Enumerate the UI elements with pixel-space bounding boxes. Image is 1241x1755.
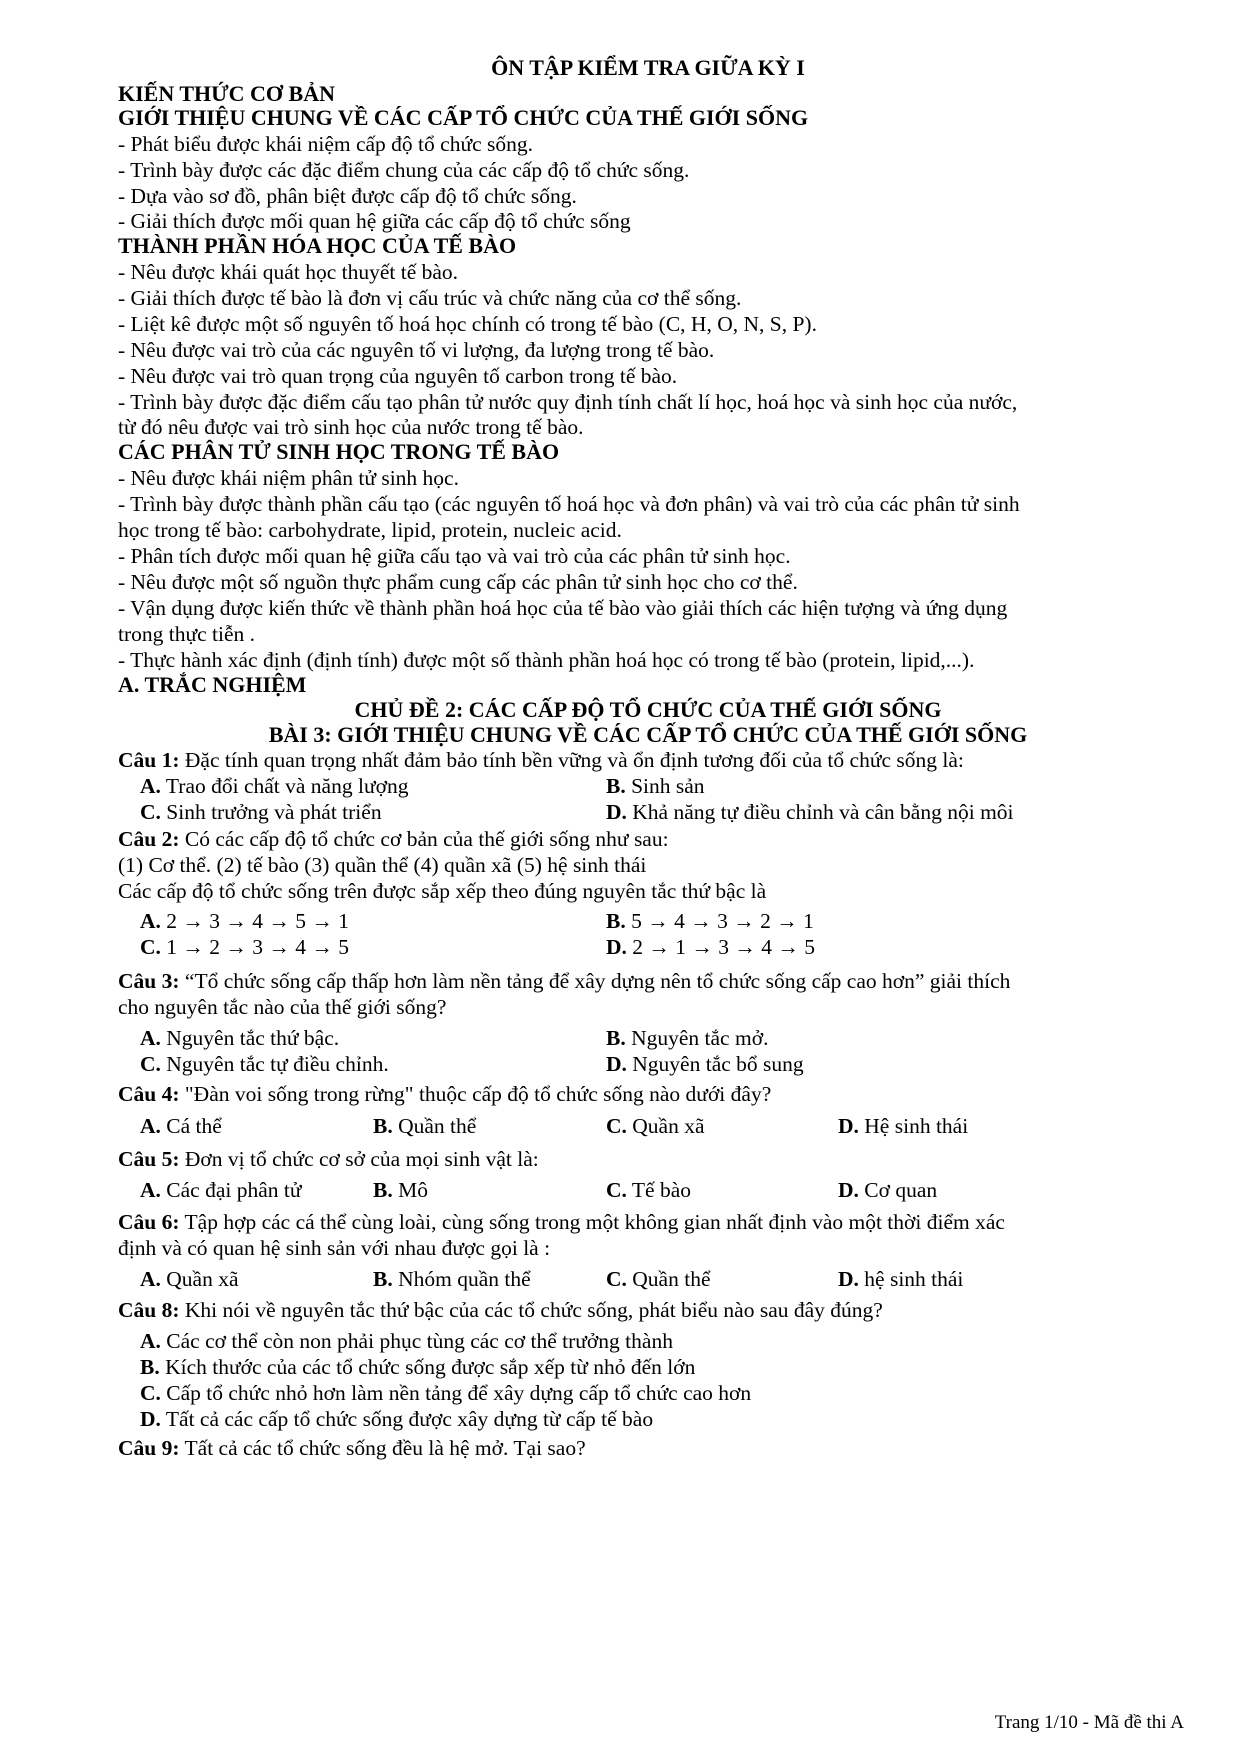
topic-2-item: - Nêu được vai trò của các nguyên tố vi lượng, đa lượng trong tế bào.	[118, 338, 715, 362]
chapter-heading: CHỦ ĐỀ 2: CÁC CẤP ĐỘ TỔ CHỨC CỦA THẾ GIỚI SỐNG	[354, 697, 942, 722]
document-title: ÔN TẬP KIỂM TRA GIỮA KỲ I	[491, 55, 805, 80]
q8-option-c: C. Cấp tổ chức nhỏ hơn làm nền tảng để xây dựng cấp tổ chức cao hơn	[140, 1381, 752, 1405]
question-3-continued: cho nguyên tắc nào của thế giới sống?	[118, 995, 447, 1019]
question-text: "Đàn voi sống trong rừng" thuộc cấp độ tổ chức sống nào dưới đây?	[179, 1082, 772, 1106]
question-text: Đặc tính quan trọng nhất đảm bảo tính bền vững và ổn định tương đối của tổ chức sống là:	[179, 748, 964, 772]
topic-1-item: - Trình bày được các đặc điểm chung của các cấp độ tổ chức sống.	[118, 158, 690, 182]
q1-option-d: D. Khả năng tự điều chỉnh và cân bằng nội môi	[606, 800, 1014, 824]
question-label: Câu 1:	[118, 748, 180, 772]
topic-3-item: trong thực tiễn .	[118, 622, 256, 646]
question-label: Câu 3:	[118, 969, 180, 993]
q3-option-a: A. Nguyên tắc thứ bậc.	[140, 1026, 340, 1050]
q2-levels-list: (1) Cơ thể. (2) tế bào (3) quần thể (4) quần xã (5) hệ sinh thái	[118, 853, 647, 877]
q6-option-d: D. hệ sinh thái	[838, 1267, 964, 1291]
topic-3-item: - Vận dụng được kiến thức về thành phần hoá học của tế bào vào giải thích các hiện tượng và ứng dụng	[118, 596, 1008, 620]
q4-option-b: B. Quần thể	[373, 1114, 477, 1138]
topic-3-item: - Nêu được khái niệm phân tử sinh học.	[118, 466, 459, 490]
q2-option-c: C. 1 → 2 → 3 → 4 → 5	[140, 935, 350, 959]
topic-3-item: - Thực hành xác định (định tính) được một số thành phần hoá học có trong tế bào (protein, lipid,...).	[118, 648, 975, 672]
topic-3-item: - Nêu được một số nguồn thực phẩm cung cấp các phân tử sinh học cho cơ thể.	[118, 570, 798, 594]
question-text: Đơn vị tổ chức cơ sở của mọi sinh vật là:	[179, 1147, 539, 1171]
question-text: Có các cấp độ tổ chức cơ bản của thế giới sống như sau:	[179, 827, 669, 851]
question-2	[118, 825, 669, 853]
section-basic-heading: KIẾN THỨC CƠ BẢN	[118, 81, 335, 106]
question-label: Câu 2:	[118, 827, 180, 851]
topic-1-heading: GIỚI THIỆU CHUNG VỀ CÁC CẤP TỔ CHỨC CỦA THẾ GIỚI SỐNG	[118, 105, 809, 130]
q1-option-a: A. Trao đổi chất và năng lượng	[140, 774, 409, 798]
q8-option-a: A. Các cơ thể còn non phải phục tùng các cơ thể trưởng thành	[140, 1329, 673, 1353]
topic-1-item: - Dựa vào sơ đồ, phân biệt được cấp độ tổ chức sống.	[118, 184, 577, 208]
q6-option-c: C. Quần thể	[606, 1267, 711, 1291]
q5-option-d: D. Cơ quan	[838, 1178, 938, 1202]
q3-option-c: C. Nguyên tắc tự điều chỉnh.	[140, 1052, 389, 1076]
topic-1-item: - Giải thích được mối quan hệ giữa các cấp độ tổ chức sống	[118, 209, 631, 233]
lesson-heading: BÀI 3: GIỚI THIỆU CHUNG VỀ CÁC CẤP TỔ CHỨC CỦA THẾ GIỚI SỐNG	[268, 722, 1028, 747]
topic-2-item: - Nêu được khái quát học thuyết tế bào.	[118, 260, 459, 284]
q6-option-b: B. Nhóm quần thể	[373, 1267, 531, 1291]
question-label: Câu 9:	[118, 1436, 180, 1460]
question-3	[118, 967, 1010, 995]
question-label: Câu 5:	[118, 1147, 180, 1171]
q5-option-b: B. Mô	[373, 1178, 428, 1202]
topic-1-item: - Phát biểu được khái niệm cấp độ tổ chức sống.	[118, 132, 534, 156]
topic-2-item: từ đó nêu được vai trò sinh học của nước trong tế bào.	[118, 415, 584, 439]
q2-option-b: B. 5 → 4 → 3 → 2 → 1	[606, 909, 814, 933]
q8-option-b: B. Kích thước của các tổ chức sống được sắp xếp từ nhỏ đến lớn	[140, 1355, 696, 1379]
q4-option-d: D. Hệ sinh thái	[838, 1114, 969, 1138]
q4-option-a: A. Cá thể	[140, 1114, 222, 1138]
question-9	[118, 1434, 586, 1462]
section-a-heading: A. TRẮC NGHIỆM	[118, 672, 307, 697]
q1-option-b: B. Sinh sản	[606, 774, 705, 798]
question-6	[118, 1208, 1005, 1236]
q4-option-c: C. Quần xã	[606, 1114, 705, 1138]
question-label: Câu 4:	[118, 1082, 180, 1106]
topic-3-heading: CÁC PHÂN TỬ SINH HỌC TRONG TẾ BÀO	[118, 439, 560, 464]
question-text: Khi nói về nguyên tắc thứ bậc của các tổ chức sống, phát biểu nào sau đây đúng?	[179, 1298, 883, 1322]
topic-3-item: học trong tế bào: carbohydrate, lipid, protein, nucleic acid.	[118, 518, 622, 542]
question-label: Câu 6:	[118, 1210, 180, 1234]
q2-option-d: D. 2 → 1 → 3 → 4 → 5	[606, 935, 816, 959]
question-text: Tất cả các tổ chức sống đều là hệ mở. Tại sao?	[179, 1436, 586, 1460]
topic-3-item: - Phân tích được mối quan hệ giữa cấu tạo và vai trò của các phân tử sinh học.	[118, 544, 791, 568]
topic-2-item: - Giải thích được tế bào là đơn vị cấu trúc và chức năng của cơ thể sống.	[118, 286, 742, 310]
question-4	[118, 1080, 771, 1108]
q5-option-c: C. Tế bào	[606, 1178, 691, 1202]
question-text: Tập hợp các cá thể cùng loài, cùng sống trong một không gian nhất định vào một thời điểm xác	[179, 1210, 1005, 1234]
page-footer: Trang 1/10 - Mã đề thi A	[994, 1712, 1184, 1733]
question-text: “Tổ chức sống cấp thấp hơn làm nền tảng để xây dựng nên tổ chức sống cấp cao hơn” giải thích	[179, 969, 1011, 993]
q2-prompt: Các cấp độ tổ chức sống trên được sắp xếp theo đúng nguyên tắc thứ bậc là	[118, 879, 767, 903]
question-6-continued: định và có quan hệ sinh sản với nhau được gọi là :	[118, 1236, 551, 1260]
topic-2-item: - Trình bày được đặc điểm cấu tạo phân tử nước quy định tính chất lí học, hoá học và sinh học của nước,	[118, 390, 1018, 414]
q8-option-d: D. Tất cả các cấp tổ chức sống được xây dựng từ cấp tế bào	[140, 1407, 654, 1431]
q6-option-a: A. Quần xã	[140, 1267, 239, 1291]
topic-2-item: - Liệt kê được một số nguyên tố hoá học chính có trong tế bào (C, H, O, N, S, P).	[118, 312, 817, 336]
q3-option-b: B. Nguyên tắc mở.	[606, 1026, 769, 1050]
question-5	[118, 1145, 539, 1173]
q5-option-a: A. Các đại phân tử	[140, 1178, 302, 1202]
q2-option-a: A. 2 → 3 → 4 → 5 → 1	[140, 909, 350, 933]
q3-option-d: D. Nguyên tắc bổ sung	[606, 1052, 804, 1076]
question-1	[118, 746, 964, 774]
topic-3-item: - Trình bày được thành phần cấu tạo (các nguyên tố hoá học và đơn phân) và vai trò của các phân tử sinh	[118, 492, 1020, 516]
question-label: Câu 8:	[118, 1298, 180, 1322]
topic-2-item: - Nêu được vai trò quan trọng của nguyên tố carbon trong tế bào.	[118, 364, 678, 388]
topic-2-heading: THÀNH PHẦN HÓA HỌC CỦA TẾ BÀO	[118, 233, 517, 258]
q1-option-c: C. Sinh trưởng và phát triển	[140, 800, 382, 824]
question-8	[118, 1296, 883, 1324]
